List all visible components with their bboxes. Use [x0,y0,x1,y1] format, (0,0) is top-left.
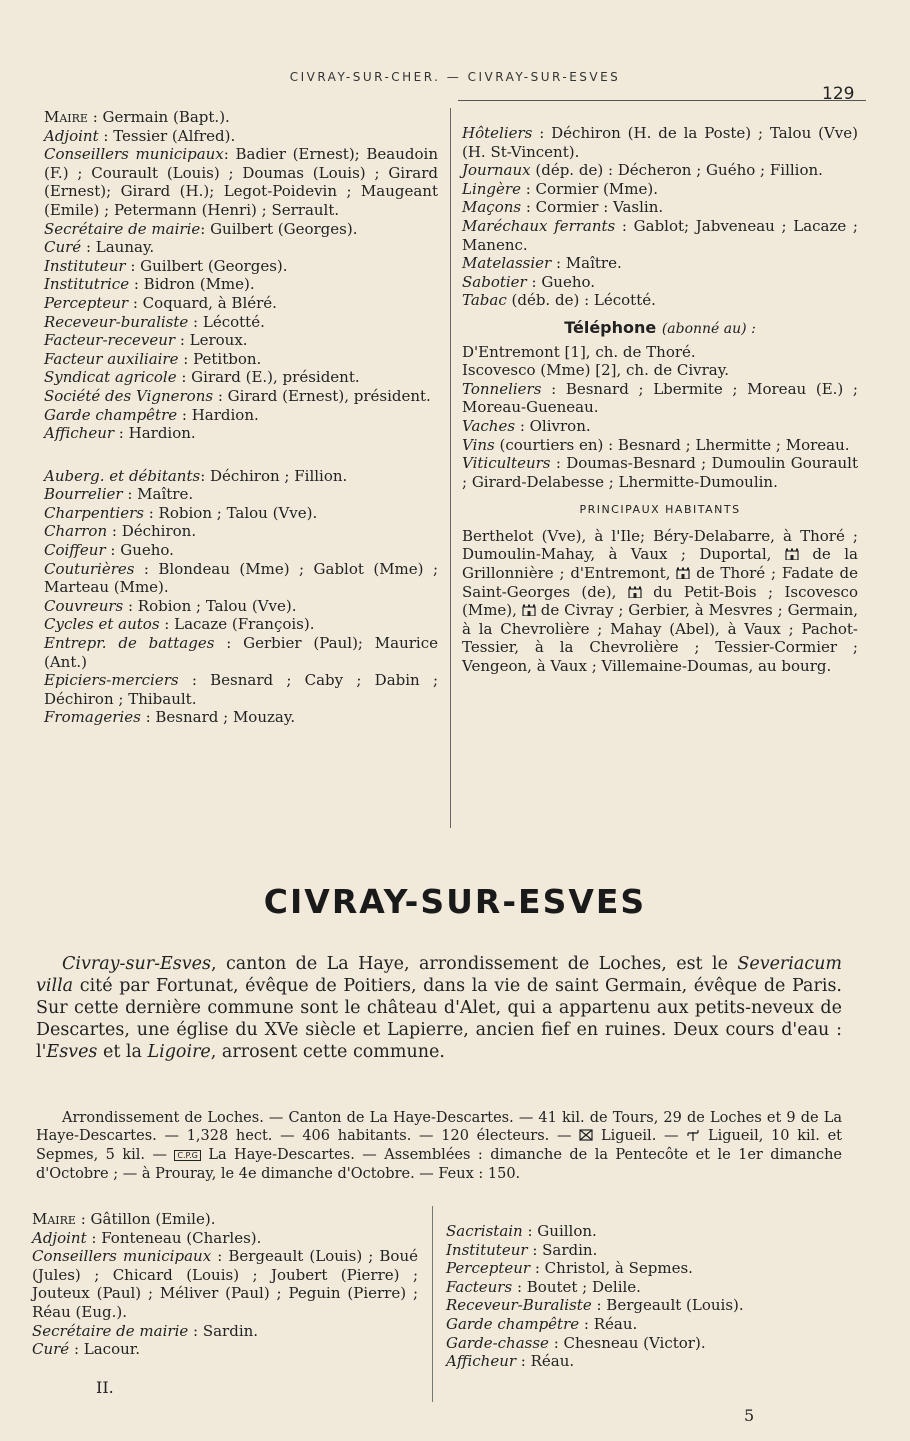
entry-secretaire: Secrétaire de mairie : Sardin. [32,1321,259,1340]
trade-fromageries: Fromageries : Besnard ; Mouzay. [44,708,296,727]
facts-paragraph: Arrondissement de Loches. — Canton de La Haye-Descartes. — 41 kil. de Tours, 29 de Loches et 9 de La Haye-Descartes. — 1,328 hect. — 406 habitants. — 120 électeurs. — Ligueil. — Ligueil, 10 kil. et Sepmes, 5 kil. — C.P.G La Haye-Descartes. — Assemblées : dimanche de la Pentecôte et le 1er dimanche d'Octobre ; — à Prouray, le 4e dimanche d'Octobre. — Feux : 150. [36,1109,842,1182]
esves-left-column [32,1210,418,1359]
telephone-line: D'Entremont [1], ch. de Thoré. [462,342,696,361]
trade-journaux: Journaux (dép. de) : Décheron ; Guého ; Fillion. [462,161,823,180]
trade-matelassier: Matelassier : Maître. [462,254,622,273]
trade-viticulteurs: Viticulteurs : Doumas-Besnard ; Dumoulin Gourault ; Girard-Delabesse ; Lhermitte-Dumoulin. [462,454,858,491]
principaux-heading: PRINCIPAUX HABITANTS [579,503,741,517]
entry-adjoint: Adjoint : Tessier (Alfred). [44,126,236,145]
railway-station-box: C.P.G [174,1150,200,1161]
chateau-icon [785,548,799,560]
esves-right-column [446,1222,846,1371]
entry-conseillers: Conseillers municipaux : Bergeault (Louis) ; Boué (Jules) ; Chicard (Louis) ; Joubert (Pierre) ; Jouteux (Paul) ; Méliver (Paul) ; Peguin (Pierre) ; Réau (Eug.). [32,1247,418,1321]
entry-facteurs: Facteurs : Boutet ; Delile. [446,1277,641,1296]
trade-cycles: Cycles et autos : Lacaze (François). [44,615,315,634]
entry-afficheur: Afficheur : Réau. [446,1352,575,1371]
cher-left-column [44,108,438,727]
trade-vaches: Vaches : Olivron. [462,416,591,435]
entry-conseillers: Conseillers municipaux: Badier (Ernest); Beaudoin (F.) ; Courault (Louis) ; Doumas (Louis) ; Girard (Ernest); Girard (H.); Legot-Poidevin ; Maugeant (Emile) ; Petermann (Henri) ; Serrault. [44,145,438,219]
entry-maire: Maire : Germain (Bapt.). [44,108,230,126]
entry-cure: Curé : Lacour. [32,1340,141,1359]
entry-maire: Maire : Gâtillon (Emile). [32,1210,216,1228]
chateau-icon [522,604,536,616]
trade-charpentiers: Charpentiers : Robion ; Talou (Vve). [44,503,318,522]
entry-institutrice: Institutrice : Bidron (Mme). [44,275,255,294]
telegraph-icon [686,1129,700,1141]
trade-coiffeur: Coiffeur : Gueho. [44,541,174,560]
entry-syndicat: Syndicat agricole : Girard (E.), président. [44,368,360,387]
trade-aubergistes: Auberg. et débitants: Déchiron ; Fillion. [44,466,348,485]
trade-marechaux: Maréchaux ferrants : Gablot; Jabveneau ; Lacaze ; Manenc. [462,216,858,254]
chateau-icon [628,586,642,598]
trade-macons: Maçons : Cormier : Vaslin. [462,198,664,217]
entry-garde-champetre: Garde champêtre : Réau. [446,1314,638,1333]
trade-charron: Charron : Déchiron. [44,522,197,541]
trade-lingere: Lingère : Cormier (Mme). [462,179,658,198]
section-title: CIVRAY-SUR-ESVES [263,882,647,921]
entry-garde-chasse: Garde-chasse : Chesneau (Victor). [446,1333,706,1352]
trade-battages: Entrepr. de battages : Gerbier (Paul); Maurice (Ant.) [44,634,438,671]
entry-percepteur: Percepteur : Coquard, à Bléré. [44,293,277,312]
chateau-icon [676,567,690,579]
trade-epiciers: Epiciers-merciers : Besnard ; Caby ; Dabin ; Déchiron ; Thibault. [44,671,438,708]
telephone-line: Iscovesco (Mme) [2], ch. de Civray. [462,361,729,380]
sheet-number: 5 [744,1406,755,1425]
entry-receveur-buraliste: Receveur-Buraliste : Bergeault (Louis). [446,1296,744,1315]
spacer [44,443,438,467]
entry-adjoint: Adjoint : Fonteneau (Charles). [32,1228,262,1247]
entry-percepteur: Percepteur : Christol, à Sepmes. [446,1259,693,1278]
trade-vins: Vins (courtiers en) : Besnard ; Lhermitte ; Moreau. [462,435,850,454]
trade-couvreurs: Couvreurs : Robion ; Talou (Vve). [44,596,297,615]
page-number: 129 [822,84,855,104]
trade-couturieres: Couturières : Blondeau (Mme) ; Gablot (Mme) ; Marteau (Mme). [44,559,438,597]
entry-afficheur: Afficheur : Hardion. [44,424,196,443]
column-divider [432,1206,433,1402]
trade-hoteliers: Hôteliers : Déchiron (H. de la Poste) ; Talou (Vve) (H. St-Vincent). [462,124,858,161]
running-title: CIVRAY-SUR-CHER. — CIVRAY-SUR-ESVES [289,70,621,84]
volume-mark: II. [96,1378,114,1397]
entry-cure: Curé : Launay. [44,238,155,257]
entry-facteur-auxiliaire: Facteur auxiliaire : Petitbon. [44,349,262,368]
cher-right-column [462,124,858,676]
entry-instituteur: Instituteur : Guilbert (Georges). [44,256,288,275]
header-rule [458,100,866,101]
intro-paragraph: Civray-sur-Esves, canton de La Haye, arrondissement de Loches, est le Severiacum villa cité par Fortunat, évêque de Poitiers, dans la vie de saint Germain, évêque de Paris. Sur cette dernière commune sont le château d'Alet, qui a appartenu aux petits-neveux de Descartes, une église du XVe siècle et Lapierre, ancien fief en ruines. Deux cours d'eau : l'Esves et la Ligoire, arrosent cette commune. [36,953,842,1062]
entry-secretaire: Secrétaire de mairie: Guilbert (Georges). [44,219,358,238]
telephone-heading: Téléphone (abonné au) : [564,317,756,337]
trade-tonneliers: Tonneliers : Besnard ; Lbermite ; Moreau (E.) ; Moreau-Gueneau. [462,379,858,417]
principaux-habitants: Berthelot (Vve), à l'Ile; Béry-Delabarre, à Thoré ; Dumoulin-Mahay, à Vaux ; Duportal, de la Grillonnière ; d'Entremont, de Thoré ; Fadate de Saint-Georges (de), du Petit-Bois ; Iscovesco (Mme), de Civray ; Gerbier, à Mesvres ; Germain, à la Chevrolière ; Mahay (Abel), à Vaux ; Pachot-Tessier, à la Chevrolière ; Tessier-Cormier ; Vengeon, à Vaux ; Villemaine-Doumas, au bourg. [462,526,858,676]
entry-instituteur: Instituteur : Sardin. [446,1240,598,1259]
trade-sabotier: Sabotier : Gueho. [462,272,596,291]
trade-bourrelier: Bourrelier : Maître. [44,485,194,504]
entry-garde-champetre: Garde champêtre : Hardion. [44,405,259,424]
trade-tabac: Tabac (déb. de) : Lécotté. [462,291,656,310]
entry-sacristain: Sacristain : Guillon. [446,1222,597,1240]
post-office-icon [579,1129,593,1141]
entry-societe-vignerons: Société des Vignerons : Girard (Ernest), président. [44,386,431,405]
entry-receveur-buraliste: Receveur-buraliste : Lécotté. [44,312,265,331]
column-divider [450,108,451,828]
entry-facteur-receveur: Facteur-receveur : Leroux. [44,331,248,350]
